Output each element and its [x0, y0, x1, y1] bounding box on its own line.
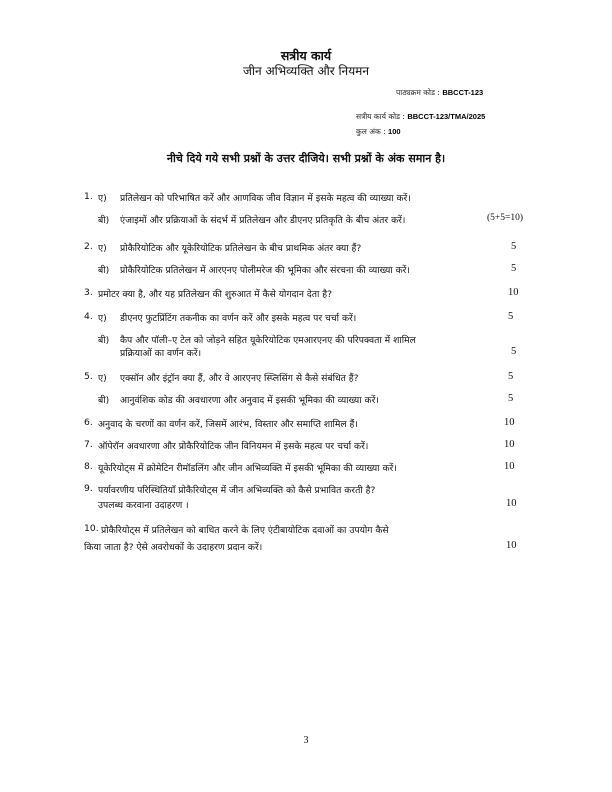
- question-text-continued: प्रक्रियाओं का वर्णन करें।: [120, 348, 202, 359]
- question-number: 3.: [84, 287, 93, 298]
- part-label: बी): [98, 265, 110, 276]
- part-label: बी): [98, 395, 110, 406]
- question-marks: 10: [504, 417, 515, 428]
- question-marks: 10: [504, 461, 515, 472]
- question-number: 6.: [84, 417, 93, 428]
- question-marks: 10: [506, 540, 517, 551]
- question-text: पर्यावरणीय परिस्थितियाँ प्रोकैरियोट्स में जीन अभिव्यक्ति को कैसे प्रभावित करती है?: [98, 485, 376, 496]
- question-number: 5.: [84, 371, 93, 382]
- assignment-code-label: सत्रीय कार्य कोड :: [356, 112, 405, 121]
- question-text: यूकेरियोट्स में क्रोमेटिन रीमॉडलिंग और जीन अभिव्यक्ति में इसकी भूमिका की व्याख्या करें।: [98, 463, 397, 474]
- question-number: 7.: [84, 439, 93, 450]
- question-text: प्रोकैरियोट्स में प्रतिलेखन को बाधित करने के लिए एंटीबायोटिक दवाओं का उपयोग कैसे: [101, 525, 389, 536]
- question-text: डीएनए फुटप्रिंटिंग तकनीक का वर्णन करें और इसके महत्व पर चर्चा करें।: [120, 313, 357, 324]
- question-text: कैप और पॉली–ए टेल को जोड़ने सहित यूकेरियोटिक एमआरएनए की परिपक्वता में शामिल: [120, 335, 416, 346]
- part-label: ए): [98, 243, 107, 254]
- instruction: नीचे दिये गये सभी प्रश्नों के उत्तर दीजिये। सभी प्रश्नों के अंक समान है।: [166, 152, 446, 165]
- question-number: 9.: [84, 483, 93, 494]
- question-marks: (5+5=10): [487, 213, 524, 223]
- course-code-value: BBCCT-123: [442, 88, 484, 97]
- total-marks-line: [356, 127, 401, 137]
- question-marks: 5: [511, 263, 517, 274]
- question-number: 10.: [84, 523, 99, 534]
- question-text: एंजाइमों और प्रक्रियाओं के संदर्भ में प्रतिलेखन और डीएनए प्रतिकृति के बीच अंतर करें।: [120, 215, 406, 226]
- page-number: 3: [303, 735, 309, 746]
- question-number: 8.: [84, 461, 93, 472]
- question-text-continued: उपलब्ध करवाना उदाहरण ।: [98, 500, 189, 511]
- assignment-code-value: BBCCT-123/TMA/2025: [407, 112, 486, 121]
- question-text-continued: किया जाता है? ऐसे अवरोधकों के उदाहरण प्रदान करें।: [84, 542, 263, 553]
- question-text: प्रोकैरियोटिक और यूकेरियोटिक प्रतिलेखन के बीच प्राथमिक अंतर क्या हैं?: [120, 243, 362, 254]
- question-text: आनुवंशिक कोड की अवधारणा और अनुवाद में इसकी भूमिका की व्याख्या करें।: [120, 395, 379, 406]
- question-text: प्रतिलेखन को परिभाषित करें और आणविक जीव विज्ञान में इसके महत्व की व्याख्या करें।: [120, 193, 411, 204]
- question-text: प्रोकैरियोटिक प्रतिलेखन में आरएनए पोलीमरेज की भूमिका और संरचना की व्याख्या करें।: [120, 265, 410, 276]
- question-marks: 10: [508, 287, 519, 298]
- document-title: सत्रीय कार्य: [280, 48, 332, 63]
- question-marks: 10: [504, 439, 515, 450]
- course-code-label: पाठ्यक्रम कोड :: [396, 88, 440, 97]
- question-text: प्रमोटर क्या है, और यह प्रतिलेखन की शुरुआत में कैसे योगदान देता है?: [98, 289, 333, 300]
- question-number: 4.: [84, 311, 93, 322]
- part-label: ए): [98, 373, 107, 384]
- course-code-line: [396, 88, 483, 98]
- total-marks-value: 100: [388, 127, 401, 136]
- question-marks: 5: [508, 371, 514, 382]
- question-marks: 10: [506, 498, 517, 509]
- question-marks: 5: [508, 393, 514, 404]
- part-label: ए): [98, 193, 107, 204]
- document-subtitle: जीन अभिव्यक्ति और नियमन: [242, 64, 370, 78]
- total-marks-label: कुल अंक :: [356, 127, 386, 136]
- question-marks: 5: [511, 241, 517, 252]
- part-label: बी): [98, 215, 110, 226]
- question-marks: 5: [508, 311, 514, 322]
- question-text: अनुवाद के चरणों का वर्णन करें, जिसमें आरंभ, विस्तार और समाप्ति शामिल हैं।: [98, 419, 358, 430]
- assignment-code-line: [356, 112, 485, 122]
- part-label: बी): [98, 335, 110, 346]
- question-marks: 5: [511, 346, 517, 357]
- part-label: ए): [98, 313, 107, 324]
- question-number: 2.: [84, 241, 93, 252]
- question-text: ऑपेरॉन अवधारणा और प्रोकैरियोटिक जीन विनियमन में इसके महत्व पर चर्चा करें।: [98, 441, 369, 452]
- question-number: 1.: [84, 191, 93, 202]
- question-text: एक्सॉन और इंट्रॉन क्या हैं, और वे आरएनए स्प्लिसिंग से कैसे संबंधित हैं?: [120, 373, 359, 384]
